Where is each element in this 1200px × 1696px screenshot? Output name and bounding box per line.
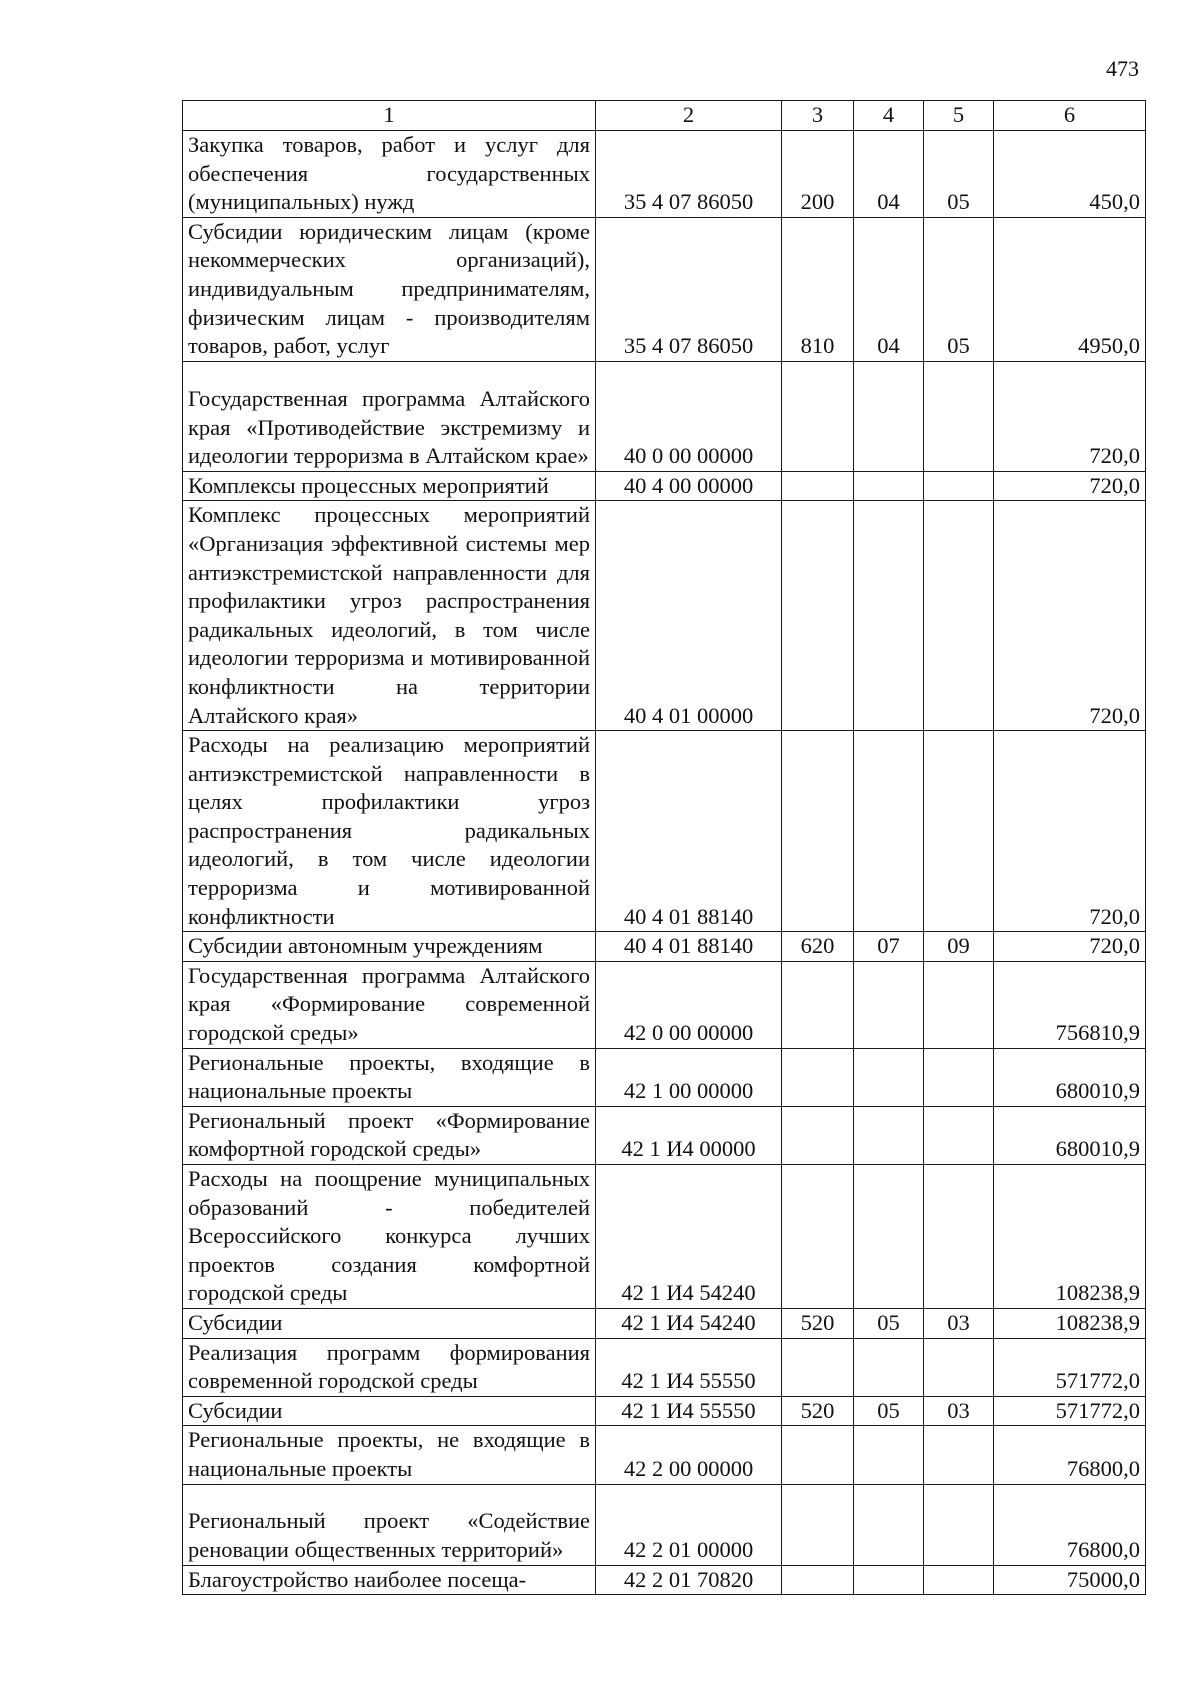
row-code-cell: 42 2 01 70820 xyxy=(596,1565,782,1595)
row-vr-cell xyxy=(782,1426,854,1484)
row-sum-cell: 571772,0 xyxy=(994,1338,1146,1396)
row-name-cell: Реализация программ формирования современной городской среды xyxy=(183,1338,596,1396)
page-number: 473 xyxy=(1106,56,1139,81)
row-sum-cell: 720,0 xyxy=(994,731,1146,932)
row-code-cell: 40 4 01 88140 xyxy=(596,731,782,932)
row-name-cell: Субсидии юридическим лицам (кроме некоммерческих организаций), индивидуальным предпринимателям, физическим лицам - производителям товаров, работ, услуг xyxy=(183,217,596,361)
row-pr-cell xyxy=(924,1565,994,1595)
row-vr-cell: 520 xyxy=(782,1308,854,1338)
row-sum-cell: 720,0 xyxy=(994,501,1146,731)
table-row xyxy=(183,1426,1146,1484)
row-sum-cell: 108238,9 xyxy=(994,1165,1146,1309)
table-body xyxy=(183,131,1146,1595)
row-code-cell: 42 1 И4 00000 xyxy=(596,1106,782,1164)
row-rz-cell xyxy=(854,1338,924,1396)
row-code-cell: 40 0 00 00000 xyxy=(596,361,782,471)
table-row xyxy=(183,1565,1146,1595)
row-code-cell: 40 4 01 00000 xyxy=(596,501,782,731)
row-code-cell: 40 4 01 88140 xyxy=(596,932,782,962)
table-row xyxy=(183,361,1146,471)
row-code-cell: 42 1 И4 55550 xyxy=(596,1338,782,1396)
row-name-cell: Расходы на реализацию мероприятий антиэкстремистской направленности в целях профилактики угроз распространения радикальных идеологий, в том числе идеологии терроризма и мотивированной конфликтности xyxy=(183,731,596,932)
row-code-cell: 42 1 И4 54240 xyxy=(596,1308,782,1338)
row-name-cell: Комплексы процессных мероприятий xyxy=(183,471,596,501)
row-pr-cell xyxy=(924,1165,994,1309)
budget-table xyxy=(182,100,1146,1595)
row-name-cell: Региональный проект «Содействие реновации общественных территорий» xyxy=(183,1484,596,1565)
row-code-cell: 35 4 07 86050 xyxy=(596,131,782,218)
row-rz-cell: 04 xyxy=(854,131,924,218)
row-vr-cell xyxy=(782,1106,854,1164)
row-sum-cell: 720,0 xyxy=(994,932,1146,962)
row-name-cell: Субсидии автономным учреждениям xyxy=(183,932,596,962)
row-rz-cell xyxy=(854,361,924,471)
row-sum-cell: 680010,9 xyxy=(994,1106,1146,1164)
row-name-cell: Государственная программа Алтайского края «Формирование современной городской среды» xyxy=(183,961,596,1048)
row-name-cell: Субсидии xyxy=(183,1396,596,1426)
header-cell: 2 xyxy=(596,101,782,131)
header-cell: 4 xyxy=(854,101,924,131)
row-rz-cell xyxy=(854,471,924,501)
row-pr-cell xyxy=(924,1106,994,1164)
row-sum-cell: 720,0 xyxy=(994,361,1146,471)
row-vr-cell xyxy=(782,501,854,731)
row-vr-cell xyxy=(782,1338,854,1396)
table-row xyxy=(183,1396,1146,1426)
row-vr-cell xyxy=(782,471,854,501)
row-pr-cell xyxy=(924,1338,994,1396)
row-rz-cell xyxy=(854,1426,924,1484)
row-vr-cell xyxy=(782,1565,854,1595)
row-rz-cell: 04 xyxy=(854,217,924,361)
table-row xyxy=(183,1308,1146,1338)
table-row xyxy=(183,1484,1146,1565)
row-rz-cell: 05 xyxy=(854,1396,924,1426)
row-pr-cell xyxy=(924,961,994,1048)
row-code-cell: 40 4 00 00000 xyxy=(596,471,782,501)
row-rz-cell xyxy=(854,731,924,932)
row-pr-cell xyxy=(924,501,994,731)
row-vr-cell xyxy=(782,1165,854,1309)
row-name-cell: Благоустройство наиболее посеща- xyxy=(183,1565,596,1595)
row-vr-cell xyxy=(782,1484,854,1565)
row-rz-cell xyxy=(854,1165,924,1309)
row-vr-cell xyxy=(782,961,854,1048)
row-rz-cell xyxy=(854,1048,924,1106)
row-rz-cell: 05 xyxy=(854,1308,924,1338)
row-code-cell: 42 1 И4 54240 xyxy=(596,1165,782,1309)
row-vr-cell: 520 xyxy=(782,1396,854,1426)
row-vr-cell: 200 xyxy=(782,131,854,218)
table-row xyxy=(183,932,1146,962)
row-rz-cell: 07 xyxy=(854,932,924,962)
row-sum-cell: 756810,9 xyxy=(994,961,1146,1048)
table-row xyxy=(183,131,1146,218)
row-pr-cell: 05 xyxy=(924,131,994,218)
table-row xyxy=(183,961,1146,1048)
table-row xyxy=(183,471,1146,501)
row-sum-cell: 4950,0 xyxy=(994,217,1146,361)
row-pr-cell: 05 xyxy=(924,217,994,361)
row-rz-cell xyxy=(854,1484,924,1565)
row-code-cell: 42 2 01 00000 xyxy=(596,1484,782,1565)
row-name-cell: Региональный проект «Формирование комфортной городской среды» xyxy=(183,1106,596,1164)
row-pr-cell xyxy=(924,1048,994,1106)
row-name-cell: Расходы на поощрение муниципальных образований - победителей Всероссийского конкурса лучших проектов создания комфортной городской среды xyxy=(183,1165,596,1309)
table-row xyxy=(183,217,1146,361)
row-sum-cell: 75000,0 xyxy=(994,1565,1146,1595)
row-name-cell: Комплекс процессных мероприятий «Организация эффективной системы мер антиэкстремистской направленности для профилактики угроз распространения радикальных идеологий, в том числе идеологии терроризма и мотивированной конфликтности на территории Алтайского края» xyxy=(183,501,596,731)
row-sum-cell: 680010,9 xyxy=(994,1048,1146,1106)
table-row xyxy=(183,1048,1146,1106)
row-pr-cell xyxy=(924,1426,994,1484)
row-name-cell: Государственная программа Алтайского края «Противодействие экстремизму и идеологии терроризма в Алтайском крае» xyxy=(183,361,596,471)
header-cell: 1 xyxy=(183,101,596,131)
row-pr-cell xyxy=(924,731,994,932)
header-cell: 5 xyxy=(924,101,994,131)
row-code-cell: 42 1 И4 55550 xyxy=(596,1396,782,1426)
row-vr-cell xyxy=(782,731,854,932)
row-code-cell: 42 2 00 00000 xyxy=(596,1426,782,1484)
row-vr-cell xyxy=(782,1048,854,1106)
table-header-row xyxy=(183,101,1146,131)
row-vr-cell xyxy=(782,361,854,471)
row-sum-cell: 76800,0 xyxy=(994,1484,1146,1565)
table-row xyxy=(183,501,1146,731)
row-pr-cell: 03 xyxy=(924,1396,994,1426)
header-cell: 3 xyxy=(782,101,854,131)
row-pr-cell: 03 xyxy=(924,1308,994,1338)
row-pr-cell: 09 xyxy=(924,932,994,962)
row-vr-cell: 810 xyxy=(782,217,854,361)
row-pr-cell xyxy=(924,361,994,471)
row-rz-cell xyxy=(854,501,924,731)
row-pr-cell xyxy=(924,1484,994,1565)
table-row xyxy=(183,1165,1146,1309)
row-name-cell: Региональные проекты, не входящие в национальные проекты xyxy=(183,1426,596,1484)
row-name-cell: Региональные проекты, входящие в национальные проекты xyxy=(183,1048,596,1106)
row-rz-cell xyxy=(854,1106,924,1164)
table-row xyxy=(183,1106,1146,1164)
header-cell: 6 xyxy=(994,101,1146,131)
row-sum-cell: 720,0 xyxy=(994,471,1146,501)
row-sum-cell: 571772,0 xyxy=(994,1396,1146,1426)
row-sum-cell: 108238,9 xyxy=(994,1308,1146,1338)
row-rz-cell xyxy=(854,961,924,1048)
row-pr-cell xyxy=(924,471,994,501)
row-sum-cell: 450,0 xyxy=(994,131,1146,218)
row-name-cell: Субсидии xyxy=(183,1308,596,1338)
row-vr-cell: 620 xyxy=(782,932,854,962)
row-name-cell: Закупка товаров, работ и услуг для обеспечения государственных (муниципальных) нужд xyxy=(183,131,596,218)
table-row xyxy=(183,731,1146,932)
row-code-cell: 35 4 07 86050 xyxy=(596,217,782,361)
row-code-cell: 42 1 00 00000 xyxy=(596,1048,782,1106)
row-sum-cell: 76800,0 xyxy=(994,1426,1146,1484)
table-row xyxy=(183,1338,1146,1396)
row-rz-cell xyxy=(854,1565,924,1595)
row-code-cell: 42 0 00 00000 xyxy=(596,961,782,1048)
